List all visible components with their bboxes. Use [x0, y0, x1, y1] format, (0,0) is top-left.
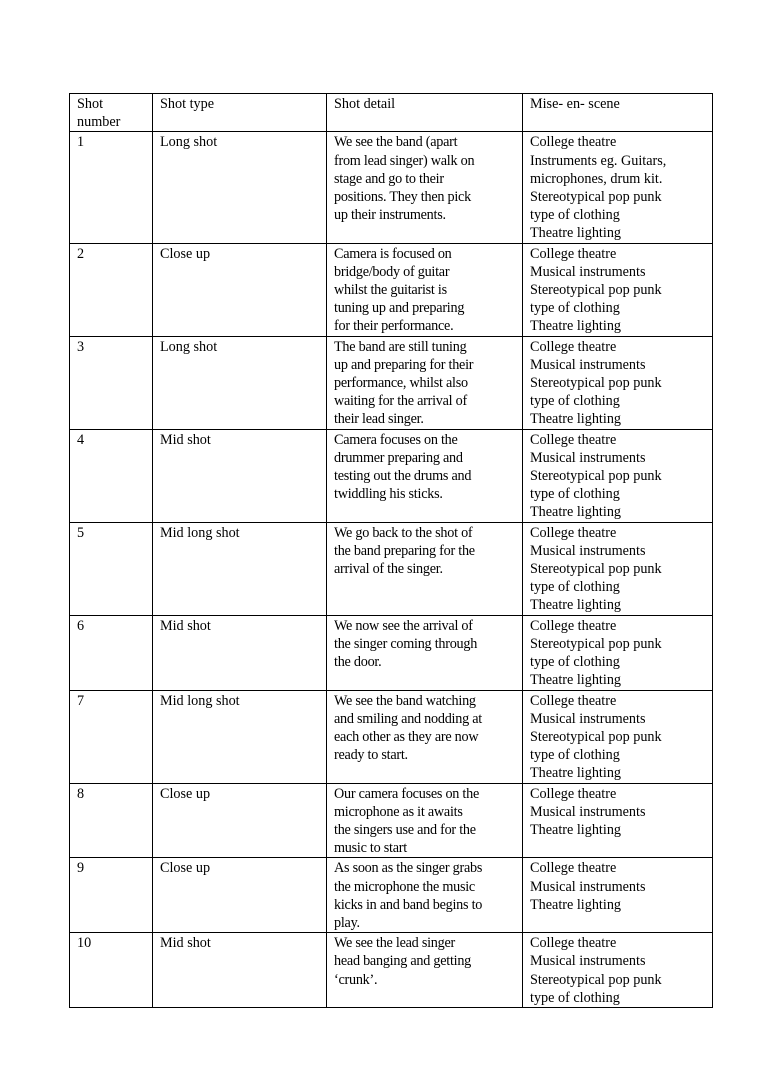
mise-en-scene-line: Stereotypical pop punk: [530, 375, 662, 392]
shot-detail-line: We go back to the shot of: [334, 524, 473, 541]
shot-number: 3: [77, 338, 85, 355]
shot-detail-line: whilst the guitarist is: [334, 282, 447, 299]
shot-type: Close up: [160, 785, 211, 802]
mise-en-scene-line: College theatre: [530, 431, 617, 448]
mise-en-scene-line: type of clothing: [530, 989, 620, 1006]
shot-detail-cell: [327, 429, 523, 522]
shot-detail-line: up and preparing for their: [334, 356, 474, 373]
shot-number: 2: [77, 245, 85, 262]
shot-detail-line: tuning up and preparing: [334, 300, 465, 317]
shot-detail-line: up their instruments.: [334, 207, 446, 224]
header-mise-en-scene: [523, 94, 713, 132]
shot-detail-line: As soon as the singer grabs: [334, 860, 483, 877]
shot-detail-cell: [327, 858, 523, 933]
table-row: [70, 690, 713, 783]
shot-type: Mid shot: [160, 431, 211, 448]
shot-detail-cell: [327, 690, 523, 783]
shot-detail-line: kicks in and band begins to: [334, 896, 483, 913]
mise-en-scene-line: type of clothing: [530, 579, 620, 596]
shot-detail-line: performance, whilst also: [334, 375, 468, 392]
shot-type: Long shot: [160, 134, 218, 151]
mise-en-scene-line: College theatre: [530, 524, 617, 541]
shot-number: 5: [77, 524, 85, 541]
mise-en-scene-line: College theatre: [530, 245, 617, 262]
shot-detail-line: head banging and getting: [334, 953, 472, 970]
mise-en-scene-line: Theatre lighting: [530, 597, 622, 614]
shot-detail-cell: [327, 336, 523, 429]
table-row: [70, 783, 713, 858]
shot-detail-line: positions. They then pick: [334, 189, 471, 206]
mise-en-scene-line: Stereotypical pop punk: [530, 189, 662, 206]
header-row: [70, 94, 713, 132]
shot-number-cell: [70, 858, 153, 933]
header-text: Shot type: [160, 96, 214, 112]
mise-en-scene-line: Musical instruments: [530, 878, 646, 895]
mise-en-scene-cell: [523, 615, 713, 690]
shot-detail-line: play.: [334, 914, 360, 931]
mise-en-scene-line: College theatre: [530, 935, 617, 952]
mise-en-scene-cell: [523, 858, 713, 933]
mise-en-scene-line: Stereotypical pop punk: [530, 728, 662, 745]
mise-en-scene-cell: [523, 243, 713, 336]
shot-detail-cell: [327, 933, 523, 1008]
shot-detail-cell: [327, 243, 523, 336]
mise-en-scene-cell: [523, 522, 713, 615]
mise-en-scene-line: Musical instruments: [530, 449, 646, 466]
shot-detail-line: the door.: [334, 654, 382, 671]
mise-en-scene-line: College theatre: [530, 785, 617, 802]
mise-en-scene-line: Theatre lighting: [530, 318, 622, 335]
mise-en-scene-line: Instruments eg. Guitars,: [530, 152, 667, 169]
mise-en-scene-line: College theatre: [530, 692, 617, 709]
shot-detail-line: drummer preparing and: [334, 449, 463, 466]
shot-detail-line: microphone as it awaits: [334, 803, 463, 820]
shot-detail-line: ready to start.: [334, 747, 408, 764]
mise-en-scene-line: Stereotypical pop punk: [530, 561, 662, 578]
shot-number-cell: [70, 615, 153, 690]
shot-number: 8: [77, 785, 85, 802]
shot-type-cell: [153, 429, 327, 522]
shot-detail-line: for their performance.: [334, 318, 454, 335]
shot-type-cell: [153, 933, 327, 1008]
shot-type-cell: [153, 522, 327, 615]
mise-en-scene-cell: [523, 132, 713, 243]
mise-en-scene-line: Musical instruments: [530, 542, 646, 559]
shot-type-cell: [153, 690, 327, 783]
mise-en-scene-line: Theatre lighting: [530, 411, 622, 428]
table-row: [70, 243, 713, 336]
table-row: [70, 336, 713, 429]
shot-detail-line: Camera is focused on: [334, 245, 452, 262]
mise-en-scene-line: Musical instruments: [530, 803, 646, 820]
shot-detail-line: stage and go to their: [334, 170, 444, 187]
mise-en-scene-line: Stereotypical pop punk: [530, 971, 662, 988]
shot-detail-line: and smiling and nodding at: [334, 710, 482, 727]
shot-detail-line: the microphone the music: [334, 878, 475, 895]
shot-detail-line: arrival of the singer.: [334, 561, 443, 578]
shot-detail-cell: [327, 522, 523, 615]
shot-number-cell: [70, 933, 153, 1008]
shot-number: 4: [77, 431, 85, 448]
shot-number: 10: [77, 935, 92, 952]
shot-detail-line: We see the band watching: [334, 692, 476, 709]
header-shot-number: [70, 94, 153, 132]
shot-list-table: [69, 93, 713, 1008]
shot-detail-line: testing out the drums and: [334, 468, 472, 485]
shot-detail-line: each other as they are now: [334, 728, 479, 745]
shot-type: Mid long shot: [160, 524, 240, 541]
mise-en-scene-cell: [523, 336, 713, 429]
table-row: [70, 615, 713, 690]
shot-type: Mid shot: [160, 617, 211, 634]
mise-en-scene-line: Theatre lighting: [530, 225, 622, 242]
shot-detail-line: twiddling his sticks.: [334, 486, 443, 503]
shot-type: Long shot: [160, 338, 218, 355]
header-text: number: [77, 114, 121, 131]
shot-number: 1: [77, 134, 85, 151]
shot-detail-line: We now see the arrival of: [334, 617, 473, 634]
mise-en-scene-line: type of clothing: [530, 300, 620, 317]
shot-type-cell: [153, 243, 327, 336]
table-row: [70, 933, 713, 1008]
shot-number-cell: [70, 690, 153, 783]
shot-detail-line: The band are still tuning: [334, 338, 467, 355]
shot-detail-line: We see the lead singer: [334, 935, 455, 952]
mise-en-scene-line: Stereotypical pop punk: [530, 635, 662, 652]
shot-detail-line: ‘crunk’.: [334, 971, 378, 988]
mise-en-scene-line: Stereotypical pop punk: [530, 468, 662, 485]
table-row: [70, 522, 713, 615]
shot-detail-line: the singers use and for the: [334, 821, 476, 838]
shot-number-cell: [70, 783, 153, 858]
table-row: [70, 858, 713, 933]
shot-type: Close up: [160, 245, 211, 262]
shot-type: Mid long shot: [160, 692, 240, 709]
mise-en-scene-line: Theatre lighting: [530, 821, 622, 838]
shot-type: Mid shot: [160, 935, 211, 952]
header-shot-detail: [327, 94, 523, 132]
shot-number-cell: [70, 522, 153, 615]
shot-detail-line: their lead singer.: [334, 411, 424, 428]
mise-en-scene-line: College theatre: [530, 338, 617, 355]
shot-list-document: [69, 93, 712, 1008]
shot-detail-line: the singer coming through: [334, 635, 478, 652]
shot-detail-line: Our camera focuses on the: [334, 785, 480, 802]
mise-en-scene-line: Theatre lighting: [530, 504, 622, 521]
shot-detail-cell: [327, 783, 523, 858]
shot-detail-line: music to start: [334, 840, 407, 857]
shot-number: 9: [77, 860, 85, 877]
mise-en-scene-line: microphones, drum kit.: [530, 170, 663, 187]
mise-en-scene-line: Musical instruments: [530, 710, 646, 727]
shot-number: 7: [77, 692, 85, 709]
shot-type-cell: [153, 858, 327, 933]
shot-number-cell: [70, 243, 153, 336]
mise-en-scene-line: type of clothing: [530, 393, 620, 410]
mise-en-scene-line: College theatre: [530, 134, 617, 151]
shot-detail-line: bridge/body of guitar: [334, 263, 450, 280]
shot-detail-line: the band preparing for the: [334, 542, 475, 559]
shot-type-cell: [153, 783, 327, 858]
mise-en-scene-cell: [523, 690, 713, 783]
mise-en-scene-line: College theatre: [530, 860, 617, 877]
mise-en-scene-line: Musical instruments: [530, 953, 646, 970]
mise-en-scene-line: Stereotypical pop punk: [530, 282, 662, 299]
shot-detail-cell: [327, 132, 523, 243]
mise-en-scene-line: Theatre lighting: [530, 896, 622, 913]
mise-en-scene-line: type of clothing: [530, 747, 620, 764]
header-shot-type: [153, 94, 327, 132]
shot-type-cell: [153, 132, 327, 243]
mise-en-scene-line: Theatre lighting: [530, 672, 622, 689]
mise-en-scene-line: Musical instruments: [530, 263, 646, 280]
mise-en-scene-line: Musical instruments: [530, 356, 646, 373]
mise-en-scene-line: type of clothing: [530, 486, 620, 503]
header-text: Shot: [77, 96, 104, 112]
mise-en-scene-line: Theatre lighting: [530, 765, 622, 782]
mise-en-scene-cell: [523, 783, 713, 858]
table-row: [70, 132, 713, 243]
mise-en-scene-line: type of clothing: [530, 207, 620, 224]
shot-detail-line: We see the band (apart: [334, 134, 458, 151]
shot-detail-line: waiting for the arrival of: [334, 393, 467, 410]
table-row: [70, 429, 713, 522]
shot-number-cell: [70, 429, 153, 522]
mise-en-scene-line: type of clothing: [530, 654, 620, 671]
header-text: Shot detail: [334, 96, 396, 112]
mise-en-scene-cell: [523, 933, 713, 1008]
shot-detail-line: Camera focuses on the: [334, 431, 458, 448]
mise-en-scene-line: College theatre: [530, 617, 617, 634]
mise-en-scene-cell: [523, 429, 713, 522]
shot-type-cell: [153, 336, 327, 429]
shot-number-cell: [70, 132, 153, 243]
shot-detail-cell: [327, 615, 523, 690]
shot-type-cell: [153, 615, 327, 690]
shot-number: 6: [77, 617, 85, 634]
shot-number-cell: [70, 336, 153, 429]
shot-detail-line: from lead singer) walk on: [334, 152, 475, 169]
shot-type: Close up: [160, 860, 211, 877]
header-text: Mise- en- scene: [530, 96, 620, 112]
